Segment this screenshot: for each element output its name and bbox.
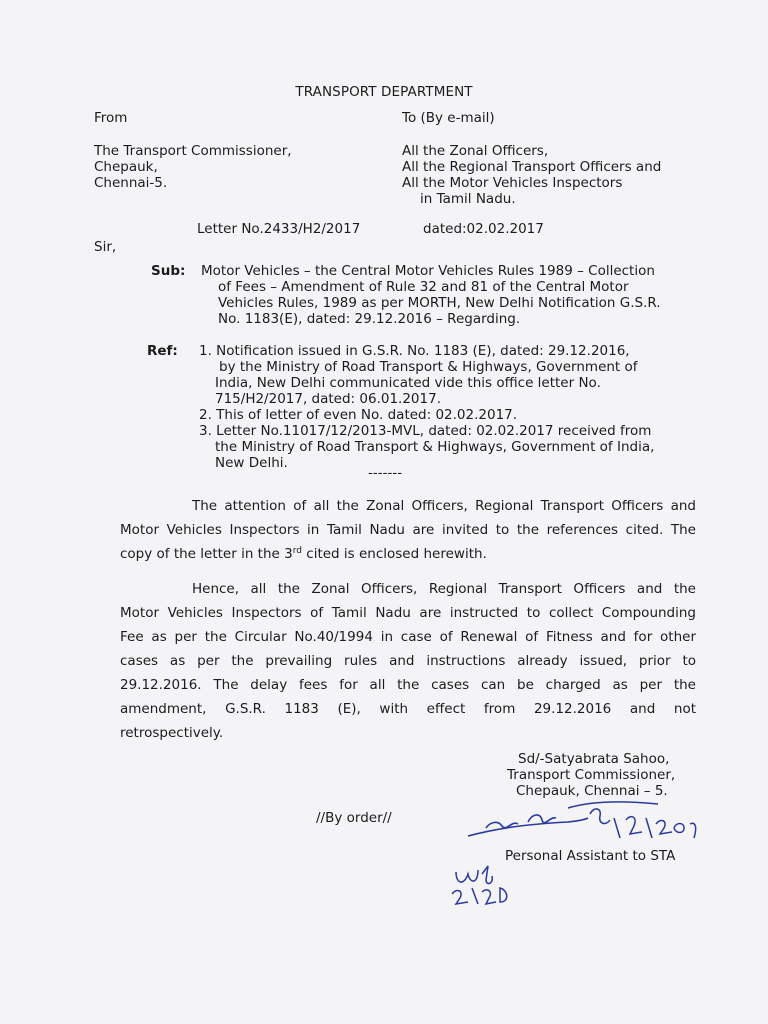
subject-label: [151, 263, 185, 279]
separator: -------: [368, 465, 403, 481]
body-paragraph-1: [120, 494, 696, 566]
reference-label-text: Ref:: [147, 343, 178, 359]
subject-line: Motor Vehicles – the Central Motor Vehicles Rules 1989 – Collection: [201, 263, 655, 279]
department-title: TRANSPORT DEPARTMENT: [295, 84, 473, 100]
reference-line: 3. Letter No.11017/12/2013-MVL, dated: 02.02.2017 received from: [199, 423, 652, 439]
by-order: //By order//: [316, 810, 392, 826]
from-line: Chepauk,: [94, 159, 158, 175]
ordinal-suffix: rd: [292, 546, 302, 556]
to-line: All the Motor Vehicles Inspectors: [402, 175, 623, 191]
signature-line: Chepauk, Chennai – 5.: [516, 783, 668, 799]
paragraph-line: Hence, all the Zonal Officers, Regional Transport Officers and the: [192, 581, 696, 597]
paragraph-line: retrospectively.: [120, 725, 224, 741]
paragraph-line: Fee as per the Circular No.40/1994 in case of Renewal of Fitness and for other: [120, 629, 696, 645]
attestation-title: Personal Assistant to STA: [505, 848, 676, 864]
reference-list: [199, 343, 709, 471]
from-line: The Transport Commissioner,: [94, 143, 292, 159]
letter-number: Letter No.2433/H2/2017: [197, 221, 361, 237]
reference-line: the Ministry of Road Transport & Highways, Government of India,: [215, 439, 655, 455]
to-line: in Tamil Nadu.: [420, 191, 516, 207]
reference-line: New Delhi.: [215, 455, 288, 471]
from-label: From: [94, 110, 128, 126]
paragraph-line: cases as per the prevailing rules and instructions already issued, prior to: [120, 653, 696, 669]
from-address: [94, 143, 374, 191]
reference-label: [147, 343, 178, 359]
paragraph-line: The attention of all the Zonal Officers, Regional Transport Officers and: [192, 498, 696, 514]
signature-line: Sd/-Satyabrata Sahoo,: [518, 751, 670, 767]
handwritten-initials: [448, 858, 518, 908]
paragraph-line: Motor Vehicles Inspectors of Tamil Nadu are instructed to collect Compounding: [120, 605, 696, 621]
subject-text: [201, 263, 701, 327]
to-label: To (By e-mail): [402, 110, 495, 126]
reference-line: India, New Delhi communicated vide this office letter No.: [215, 375, 601, 391]
reference-line: 1. Notification issued in G.S.R. No. 1183 (E), dated: 29.12.2016,: [199, 343, 630, 359]
paragraph-line: amendment, G.S.R. 1183 (E), with effect from 29.12.2016 and not: [120, 701, 696, 717]
paragraph-line: [120, 542, 696, 566]
paragraph-text: copy of the letter in the 3: [120, 546, 293, 562]
subject-label-text: Sub:: [151, 263, 186, 279]
subject-line: of Fees – Amendment of Rule 32 and 81 of the Central Motor: [218, 279, 629, 295]
paragraph-line: 29.12.2016. The delay fees for all the cases can be charged as per the: [120, 677, 696, 693]
letter-date: dated:02.02.2017: [423, 221, 544, 237]
reference-line: 715/H2/2017, dated: 06.01.2017.: [215, 391, 441, 407]
to-address: [402, 143, 732, 207]
to-line: All the Zonal Officers,: [402, 143, 549, 159]
signature-block: [505, 751, 725, 799]
reference-line: by the Ministry of Road Transport & Highways, Government of: [219, 359, 638, 375]
subject-line: No. 1183(E), dated: 29.12.2016 – Regarding.: [218, 311, 521, 327]
signature-line: Transport Commissioner,: [507, 767, 676, 783]
paragraph-line: Motor Vehicles Inspectors in Tamil Nadu are invited to the references cited. The: [120, 522, 696, 538]
body-paragraph-2: [120, 577, 696, 745]
reference-line: 2. This of letter of even No. dated: 02.02.2017.: [199, 407, 518, 423]
from-line: Chennai-5.: [94, 175, 168, 191]
paragraph-text: cited is enclosed herewith.: [301, 546, 487, 562]
subject-line: Vehicles Rules, 1989 as per MORTH, New Delhi Notification G.S.R.: [218, 295, 661, 311]
salutation: Sir,: [94, 239, 117, 255]
to-line: All the Regional Transport Officers and: [402, 159, 662, 175]
